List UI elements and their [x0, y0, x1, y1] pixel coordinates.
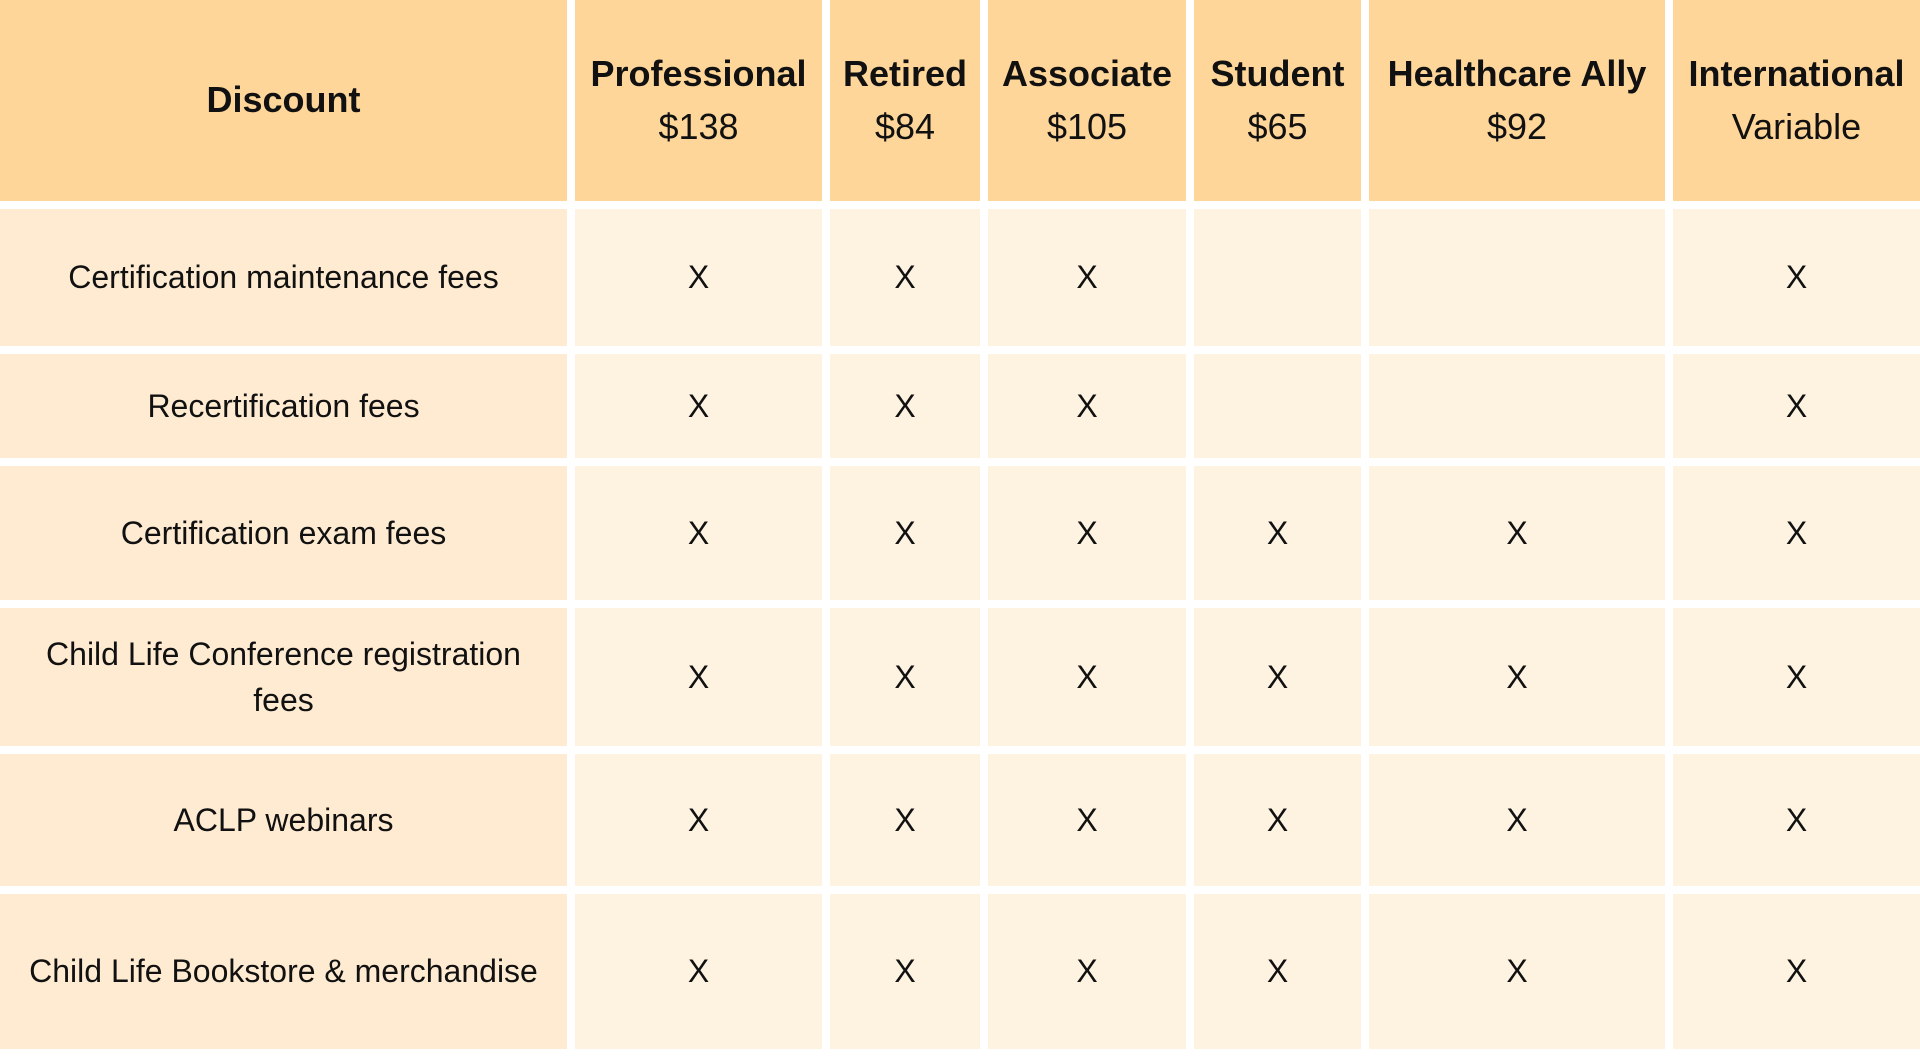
header-discount — [0, 0, 567, 201]
table-cell: X — [1673, 354, 1920, 458]
table-cell: X — [1194, 608, 1361, 746]
table-cell — [1369, 209, 1665, 346]
table-cell: X — [575, 894, 822, 1049]
row-label: ACLP webinars — [0, 754, 567, 886]
table-cell: X — [1673, 608, 1920, 746]
table-cell: X — [988, 354, 1186, 458]
header-price: $84 — [874, 105, 936, 147]
header-title: Associate — [1001, 53, 1173, 95]
row-label: Recertification fees — [0, 354, 567, 458]
table-cell: X — [988, 466, 1186, 600]
table-cell: X — [988, 894, 1186, 1049]
row-label: Child Life Conference registration fees — [0, 608, 567, 746]
header-student — [1194, 0, 1361, 201]
header-price: $105 — [1046, 105, 1128, 147]
header-price: $92 — [1486, 105, 1548, 147]
table-cell: X — [988, 209, 1186, 346]
header-discount-label: Discount — [206, 79, 361, 121]
header-price: $65 — [1247, 105, 1308, 147]
table-cell: X — [1194, 894, 1361, 1049]
row-label: Child Life Bookstore & merchandise — [0, 894, 567, 1049]
header-title: International — [1688, 53, 1905, 95]
table-cell: X — [830, 354, 980, 458]
header-retired — [830, 0, 980, 201]
table-cell: X — [1673, 466, 1920, 600]
header-title: Healthcare Ally — [1387, 53, 1647, 95]
table-cell: X — [575, 354, 822, 458]
table-cell: X — [830, 894, 980, 1049]
table-cell: X — [1673, 894, 1920, 1049]
table-cell: X — [830, 209, 980, 346]
header-associate — [988, 0, 1186, 201]
header-title: Student — [1210, 53, 1345, 95]
header-price: $138 — [658, 105, 739, 147]
header-price: Variable — [1731, 105, 1862, 147]
row-label: Certification exam fees — [0, 466, 567, 600]
table-cell: X — [830, 608, 980, 746]
header-international — [1673, 0, 1920, 201]
table-cell: X — [988, 754, 1186, 886]
table-cell: X — [1673, 754, 1920, 886]
table-cell — [1369, 354, 1665, 458]
table-cell: X — [575, 466, 822, 600]
table-cell: X — [1673, 209, 1920, 346]
table-cell: X — [1369, 754, 1665, 886]
table-cell — [1194, 209, 1361, 346]
header-healthcare-ally — [1369, 0, 1665, 201]
table-cell: X — [1194, 466, 1361, 600]
table-cell — [1194, 354, 1361, 458]
header-title: Retired — [842, 53, 968, 95]
table-cell: X — [575, 608, 822, 746]
table-cell: X — [830, 466, 980, 600]
table-cell: X — [1369, 608, 1665, 746]
table-cell: X — [575, 209, 822, 346]
row-label: Certification maintenance fees — [0, 209, 567, 346]
header-professional — [575, 0, 822, 201]
table-cell: X — [1369, 466, 1665, 600]
table-cell: X — [830, 754, 980, 886]
table-cell: X — [988, 608, 1186, 746]
table-cell: X — [1369, 894, 1665, 1049]
table-cell: X — [1194, 754, 1361, 886]
table-cell: X — [575, 754, 822, 886]
header-title: Professional — [590, 53, 807, 95]
